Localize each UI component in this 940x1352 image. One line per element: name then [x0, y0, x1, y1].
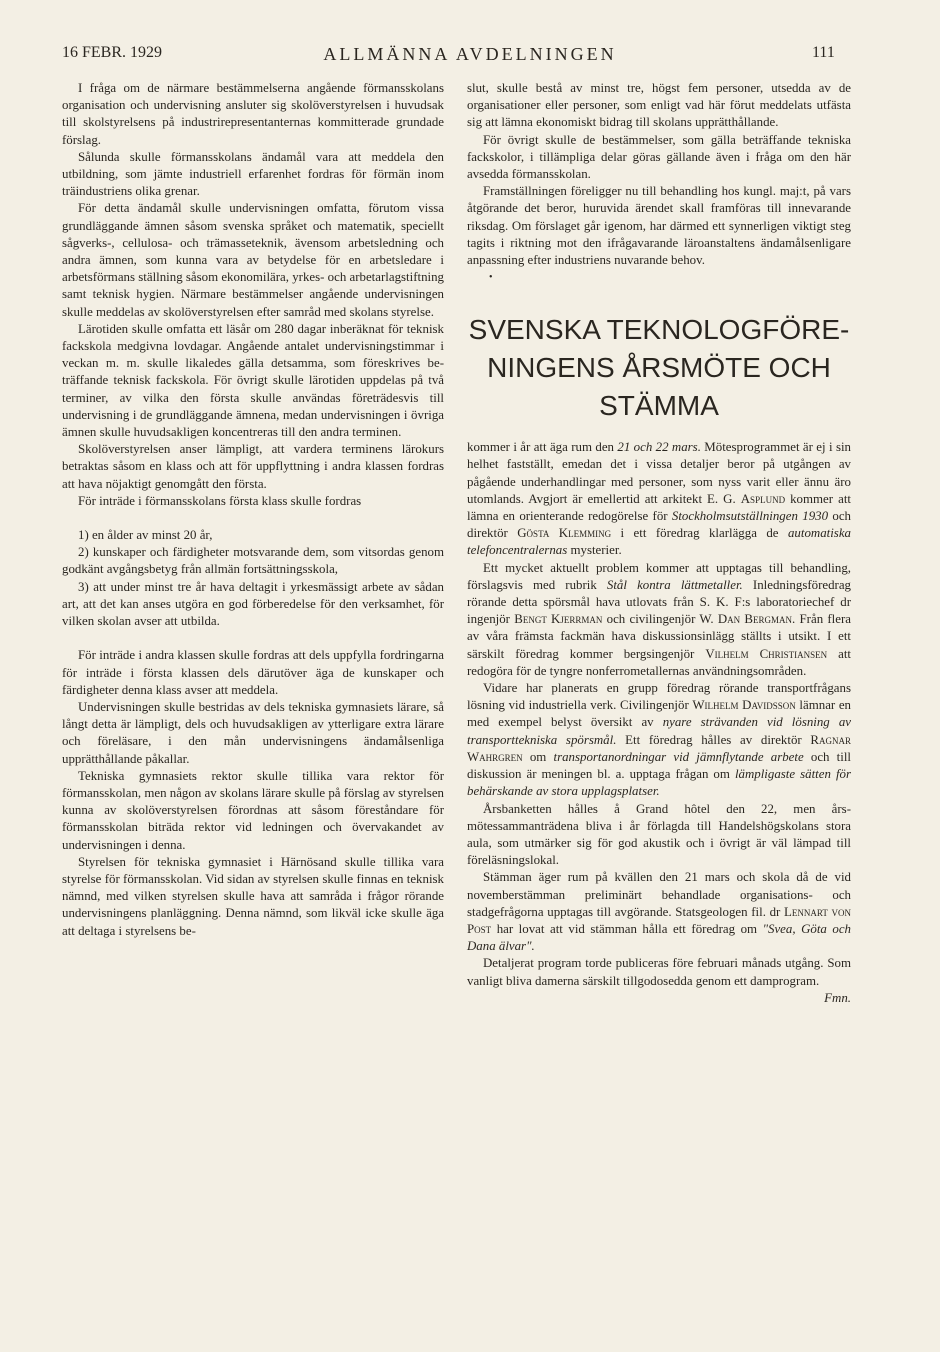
paragraph: Skolöverstyrelsen anser lämpligt, att vardera terminens lärokurs betraktas såsom en klass och att för uppflyttning i andra klassen fordras att hava nöjaktigt genomgått den första.	[62, 442, 444, 491]
text: i ett föredrag klarlägga de	[611, 526, 788, 541]
headline-line: SVENSKA TEKNOLOGFÖRE-	[468, 314, 850, 346]
italic-text: automatiska telefoncentralernas	[467, 526, 851, 558]
paragraph: För inträde i andra klassen skulle fordras att dels uppfylla fordringarna för inträde i första klassen dels därutöver äga de kunskaper och färdigheter denna klass avser att meddela.	[62, 648, 444, 697]
text: . Från flera av våra främsta fackmän hava diskussionsinlägg ställts i utsikt. I ett särskilt föredrag kommer bergsingenjör	[467, 612, 851, 661]
bullet-dot-icon: •	[489, 272, 493, 284]
person-name: Bengt Kjerrman	[514, 612, 603, 627]
right-column	[467, 80, 851, 1007]
text: om	[522, 749, 554, 764]
page-number: 111	[812, 44, 835, 61]
person-name: Wilhelm Davidsson	[692, 698, 796, 713]
list-item: 2) kunskaper och färdigheter motsvarande dem, som vitsordas genom godkänt avgångsbetyg från allmän fortsättningsskola,	[62, 545, 444, 577]
text: Vidare har planerats en grupp föredrag rörande transportfrågans lösning vid industriella verk. Civilingenjör	[467, 681, 851, 713]
italic-text: transportanordningar vid jämnflytande arbete	[553, 749, 804, 764]
italic-text: Stål kontra lättmetaller.	[606, 577, 743, 592]
italic-text: lämpligaste sätten för behärskande av stora upplagsplatser.	[467, 767, 851, 799]
list-item: 3) att under minst tre år hava deltagit i yrkesmässigt arbete av sådan art, att det kan anses utgöra en god förberedelse för den verksamhet, för vilken skolan avser att utbilda.	[62, 579, 444, 629]
text: har lovat att vid stämman hålla ett föredrag om	[491, 921, 763, 936]
italic-text: 21 och 22 mars.	[617, 440, 701, 455]
italic-text: Stockholmsutställningen 1930	[671, 509, 829, 524]
text: lämnar en med exempel belyst översikt av	[467, 698, 851, 730]
italic-text: nyare strävanden vid lösning av transporttekniska spörsmål.	[467, 715, 851, 747]
text: Stämman äger rum på kvällen den 21 mars och skola då de vid novemberstämman preliminärt behandlade organisations- och stadgefrågorna upptagas till avgörande. Statsgeologen fil. dr	[467, 870, 851, 919]
headline-line: STÄMMA	[599, 390, 719, 422]
paragraph: I fråga om de närmare bestämmelserna angående förmansskolans organisation och undervisning ansluter sig skolöverstyrelsen i huvudsak till skolstyrelsens på industrirepresentanternas kommitterade grundade förslag.	[62, 81, 444, 147]
text: kommer att lämna en orienterande redogörelse för	[467, 491, 851, 524]
italic-text: "Svea, Göta och Dana älvar".	[467, 921, 852, 954]
text: att redogöra för de tyngre nonferrometallernas användningsområden.	[467, 646, 852, 678]
article-paragraph	[467, 439, 851, 559]
issue-date: 16 FEBR. 1929	[62, 44, 163, 61]
paragraph: Lärotiden skulle omfatta ett läsår om 280 dagar inberäknat för teknisk fackskola medgivna lovdagar. Angående antalet undervisningstimmar i veckan m. m. skulle likaledes gälla detsamma, som föreskrives beträffande teknisk fackskola. För övrigt skulle lärotiden uppdelas på två terminer, av vilka den första skulle användas företrädesvis till undervisning i de grundläggande ämnena, medan undervisningen i övriga ämnen skulle huvudsakligen koncentreras till den andra terminen.	[62, 321, 444, 440]
person-name: Vilhelm Christiansen	[705, 646, 828, 661]
paragraph: slut, skulle bestå av minst tre, högst fem personer, utsedda av de organisationer eller personer, som enligt vad här förut meddelats utfästa sig att lämna ekonomiskt bidrag till skolans upprätthållande.	[467, 81, 851, 130]
paragraph: För detta ändamål skulle undervisningen omfatta, förutom vissa grundläggande ämnen såsom svenska språket och matematik, speciellt sågverks-, cellulosa- och trämasseteknik, ävensom arbetsledning och andra ämnen, som kunna vara av betydelse för en arbetsledare i arbetsförmans ställning såsom ekonomilära, yrkes- och arbetarlagstiftning samt teknisk hygien. Närmare bestämmelser angående undervisningen skulle meddelas av skolöverstyrelsen efter samråd med skolans styrelse.	[62, 201, 444, 319]
headline-line: NINGENS ÅRSMÖTE OCH	[487, 352, 831, 384]
text: och civilingenjör W.	[602, 612, 718, 627]
person-name: Asplund	[740, 491, 786, 506]
text: kommer i år att äga rum den	[467, 440, 618, 455]
text: och till diskussion är meningen bl. a. upptaga frågan om	[467, 749, 851, 782]
paragraph: Undervisningen skulle bestridas av dels tekniska gymnasiets lärare, så långt detta är lämpligt, dels och huvudsakligen av ytterligare extra lärare och föreläsare, i den mån undervisningens ändamålsenliga upprätthållande påkallar.	[62, 699, 444, 766]
text: Mötesprogrammet är ej i sin helhet fastställt, emedan det i vissa detaljer beror på utgången av pågående underhandlingar med personer, som nyss varit eller ännu äro utomlands. Avgjort är emellertid att arkitekt E. G.	[467, 440, 851, 506]
article-paragraph	[467, 680, 851, 800]
text: Ett föredrag hålles av direktör	[616, 732, 811, 747]
paragraph: För inträde i förmansskolans första klass skulle fordras	[78, 493, 362, 508]
person-name: Gösta Klemming	[517, 526, 612, 541]
text: mysterier.	[567, 543, 622, 558]
article-paragraph	[467, 560, 851, 680]
text: och direktör	[467, 509, 851, 541]
page-header	[0, 44, 940, 72]
paragraph: Styrelsen för tekniska gymnasiet i Härnösand skulle tillika vara styrelse för förmansskolan. Vid sidan av styrelsen skulle finnas en teknisk nämnd, med vilken styrelsen skulle hava att samråda i frågor rörande undervisningens planläggning. Denna nämnd, som likväl icke skulle äga att deltaga i styrelsens be-	[62, 854, 444, 938]
article-paragraph	[467, 869, 851, 955]
left-column	[62, 80, 444, 940]
text: Inledningsföredrag rörande detta spörsmål hava utlovats från S. K. F:s laboratoriechef dr ingenjör	[467, 577, 851, 627]
person-name: Lennart von Post	[467, 904, 851, 936]
person-name: Ragnar Wahrgren	[467, 732, 851, 764]
article-paragraph: Årsbanketten hålles å Grand hôtel den 22, men årsmötessammanträdena bliva i år förlagda till Handelshögskolans stora aula, som utmärker sig för god akustik och i övrigt är väl lämpad till föreläsningslokal.	[467, 801, 851, 868]
paragraph: Framställningen föreligger nu till behandling hos kungl. maj:t, på vars åtgörande det beror, huruvida ärendet skall framföras till innevarande riksdag. Om förslaget går igenom, har därmed ett synnerligen viktigt steg tagits i riktning mot den ifrågavarande läroanstaltens ändamålsenligare anpassning efter industriens nuvarande behov.	[467, 184, 851, 268]
paragraph: Sålunda skulle förmansskolans ändamål vara att meddela den utbildning, som jämte industriell erfarenhet fordras för förmän inom träindustriens olika grenar.	[62, 149, 444, 199]
article-paragraph: Detaljerat program torde publiceras före februari månads utgång. Som vanligt bliva damerna särskilt tillgodosedda genom ett damprogram.	[467, 956, 851, 988]
paragraph: Tekniska gymnasiets rektor skulle tillika vara rektor för förmansskolan, men någon av skolans lärare skulle på förslag av styrelsen kunna av skolöverstyrelsen förordnas att såsom föreståndare för förmansskolan biträda rektor vid ledningen och övervakandet av undervisningen i denna.	[62, 768, 444, 852]
person-name: Dan Bergman	[717, 612, 793, 627]
paragraph: För övrigt skulle de bestämmelser, som gälla beträffande tekniska fackskolor, i tillämpliga delar göras gällande även i fråga om den här avsedda förmansskolan.	[467, 132, 851, 182]
text: Ett mycket aktuellt problem kommer att upptagas till behandling, förslagsvis med rubrik	[467, 560, 851, 592]
author-signature: Fmn.	[824, 990, 851, 1005]
list-item: 1) en ålder av minst 20 år,	[78, 528, 213, 543]
article-headline	[467, 311, 851, 425]
section-title: ALLMÄNNA AVDELNINGEN	[323, 44, 617, 64]
